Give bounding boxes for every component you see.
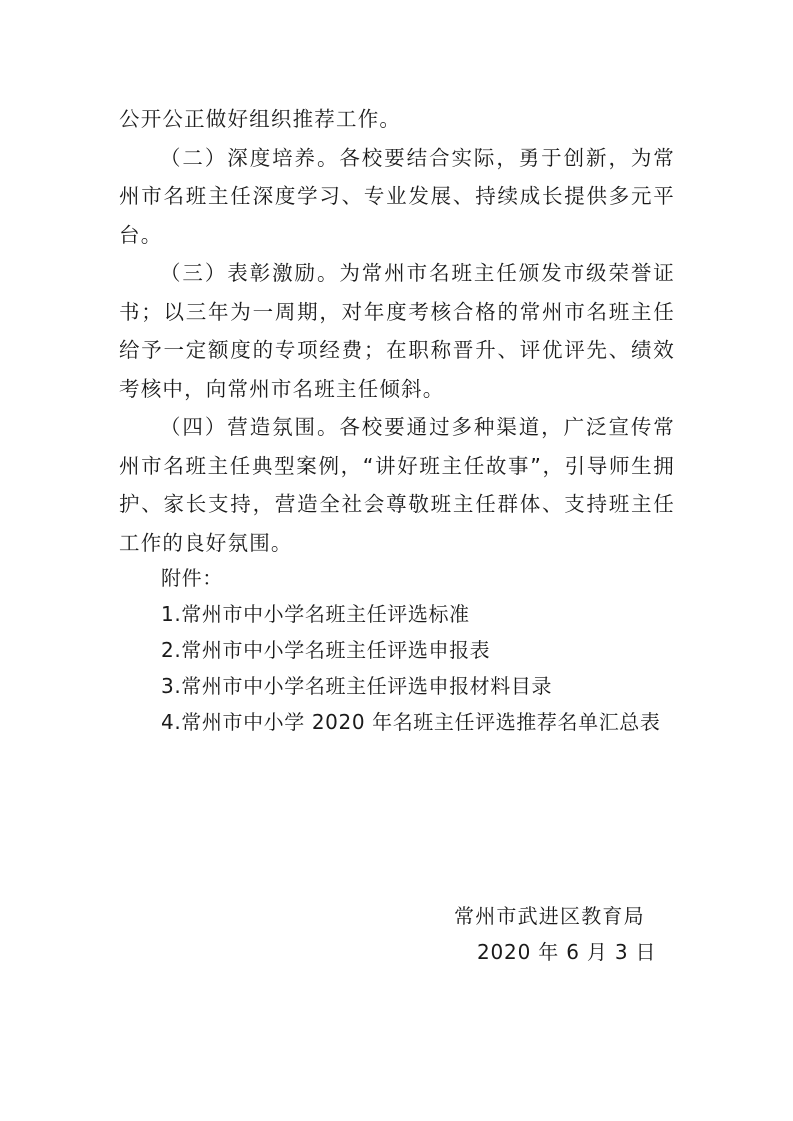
paragraph-atmosphere: （四）营造氛围。各校要通过多种渠道，广泛宣传常州市名班主任典型案例，“讲好班主任故事”，引导师生拥护、家长支持，营造全社会尊敬班主任群体、支持班主任工作的良好氛围。 (119, 415, 675, 555)
document-body (119, 100, 675, 562)
paragraph-deep-training: （二）深度培养。各校要结合实际，勇于创新，为常州市名班主任深度学习、专业发展、持续成长提供多元平台。 (119, 145, 675, 247)
attachments-heading: 附件： (161, 566, 223, 590)
paragraph-commendation: （三）表彰激励。为常州市名班主任颁发市级荣誉证书；以三年为一周期，对年度考核合格的常州市名班主任给予一定额度的专项经费；在职称晋升、评优评先、绩效考核中，向常州市名班主任倾斜。 (119, 261, 675, 401)
attachment-item: 2.常州市中小学名班主任评选申报表 (161, 638, 491, 662)
issue-date: 2020 年 6 月 3 日 (477, 940, 657, 964)
issuing-organization: 常州市武进区教育局 (454, 904, 645, 928)
attachment-item: 4.常州市中小学 2020 年名班主任评选推荐名单汇总表 (161, 710, 661, 734)
attachments-section (161, 560, 721, 740)
attachment-item: 3.常州市中小学名班主任评选申报材料目录 (161, 674, 553, 698)
signature-block (440, 898, 700, 970)
paragraph-continuation: 公开公正做好组织推荐工作。 (119, 107, 402, 131)
attachment-item: 1.常州市中小学名班主任评选标准 (161, 602, 470, 626)
